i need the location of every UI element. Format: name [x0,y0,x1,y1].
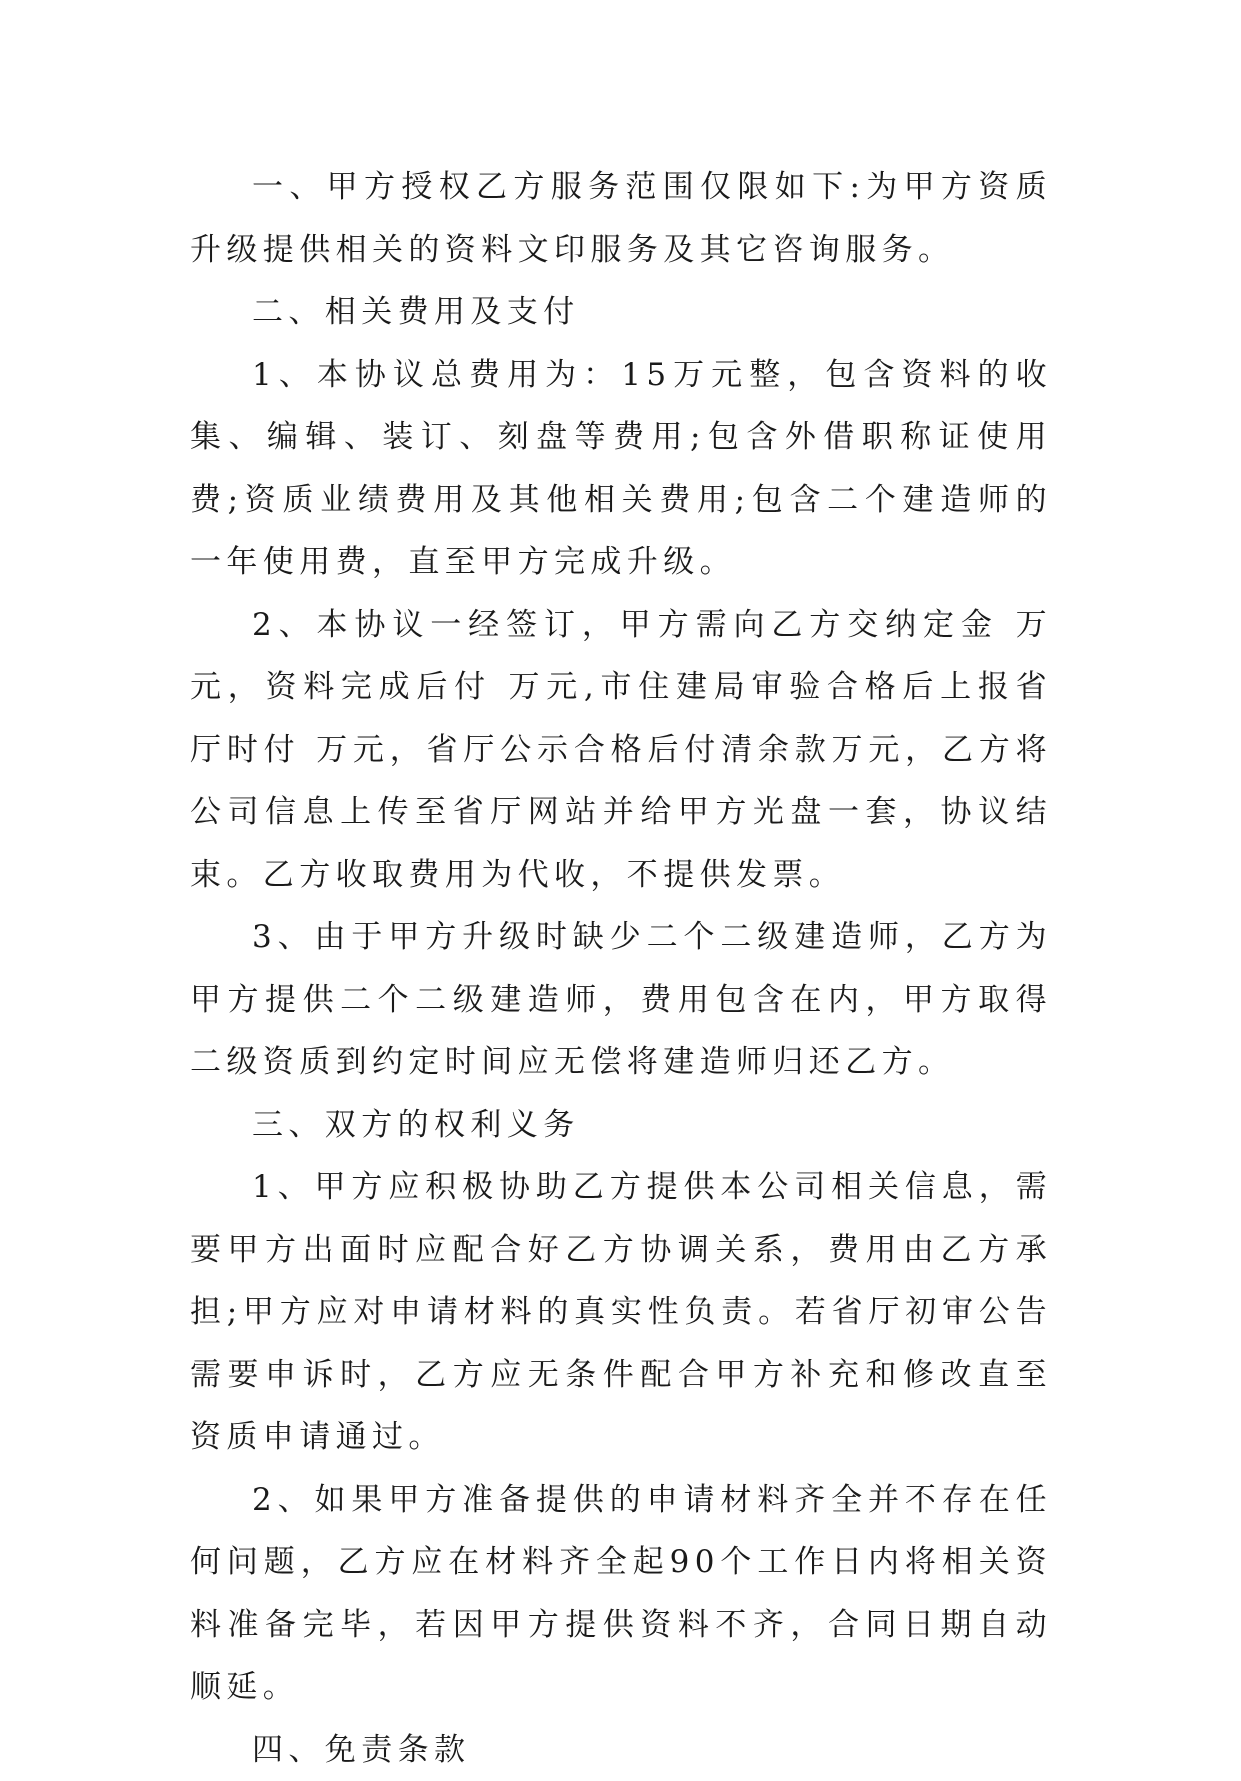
paragraph-section-4-heading: 四、免责条款 [190,1719,1052,1781]
paragraph-clause-2-2: 2、本协议一经签订，甲方需向乙方交纳定金 万元，资料完成后付 万元,市住建局审验合格后上报省厅时付 万元，省厅公示合格后付清余款万元，乙方将公司信息上传至省厅网站并给甲方光盘一套，协议结束。乙方收取费用为代收，不提供发票。 [190,594,1052,907]
paragraph-section-2-heading: 二、相关费用及支付 [190,281,1052,344]
paragraph-section-3-heading: 三、双方的权利义务 [190,1094,1052,1157]
paragraph-clause-3-1: 1、甲方应积极协助乙方提供本公司相关信息，需要甲方出面时应配合好乙方协调关系，费用由乙方承担;甲方应对申请材料的真实性负责。若省厅初审公告需要申诉时，乙方应无条件配合甲方补充和修改直至资质申请通过。 [190,1156,1052,1469]
paragraph-clause-3-2: 2、如果甲方准备提供的申请材料齐全并不存在任何问题，乙方应在材料齐全起90个工作日内将相关资料准备完毕，若因甲方提供资料不齐，合同日期自动顺延。 [190,1469,1052,1719]
paragraph-clause-2-1: 1、本协议总费用为：15万元整，包含资料的收集、编辑、装订、刻盘等费用;包含外借职称证使用费;资质业绩费用及其他相关费用;包含二个建造师的一年使用费，直至甲方完成升级。 [190,344,1052,594]
paragraph-clause-2-3: 3、由于甲方升级时缺少二个二级建造师，乙方为甲方提供二个二级建造师，费用包含在内，甲方取得二级资质到约定时间应无偿将建造师归还乙方。 [190,906,1052,1094]
document-body [190,156,1052,1781]
paragraph-section-1: 一、甲方授权乙方服务范围仅限如下:为甲方资质升级提供相关的资料文印服务及其它咨询服务。 [190,156,1052,281]
